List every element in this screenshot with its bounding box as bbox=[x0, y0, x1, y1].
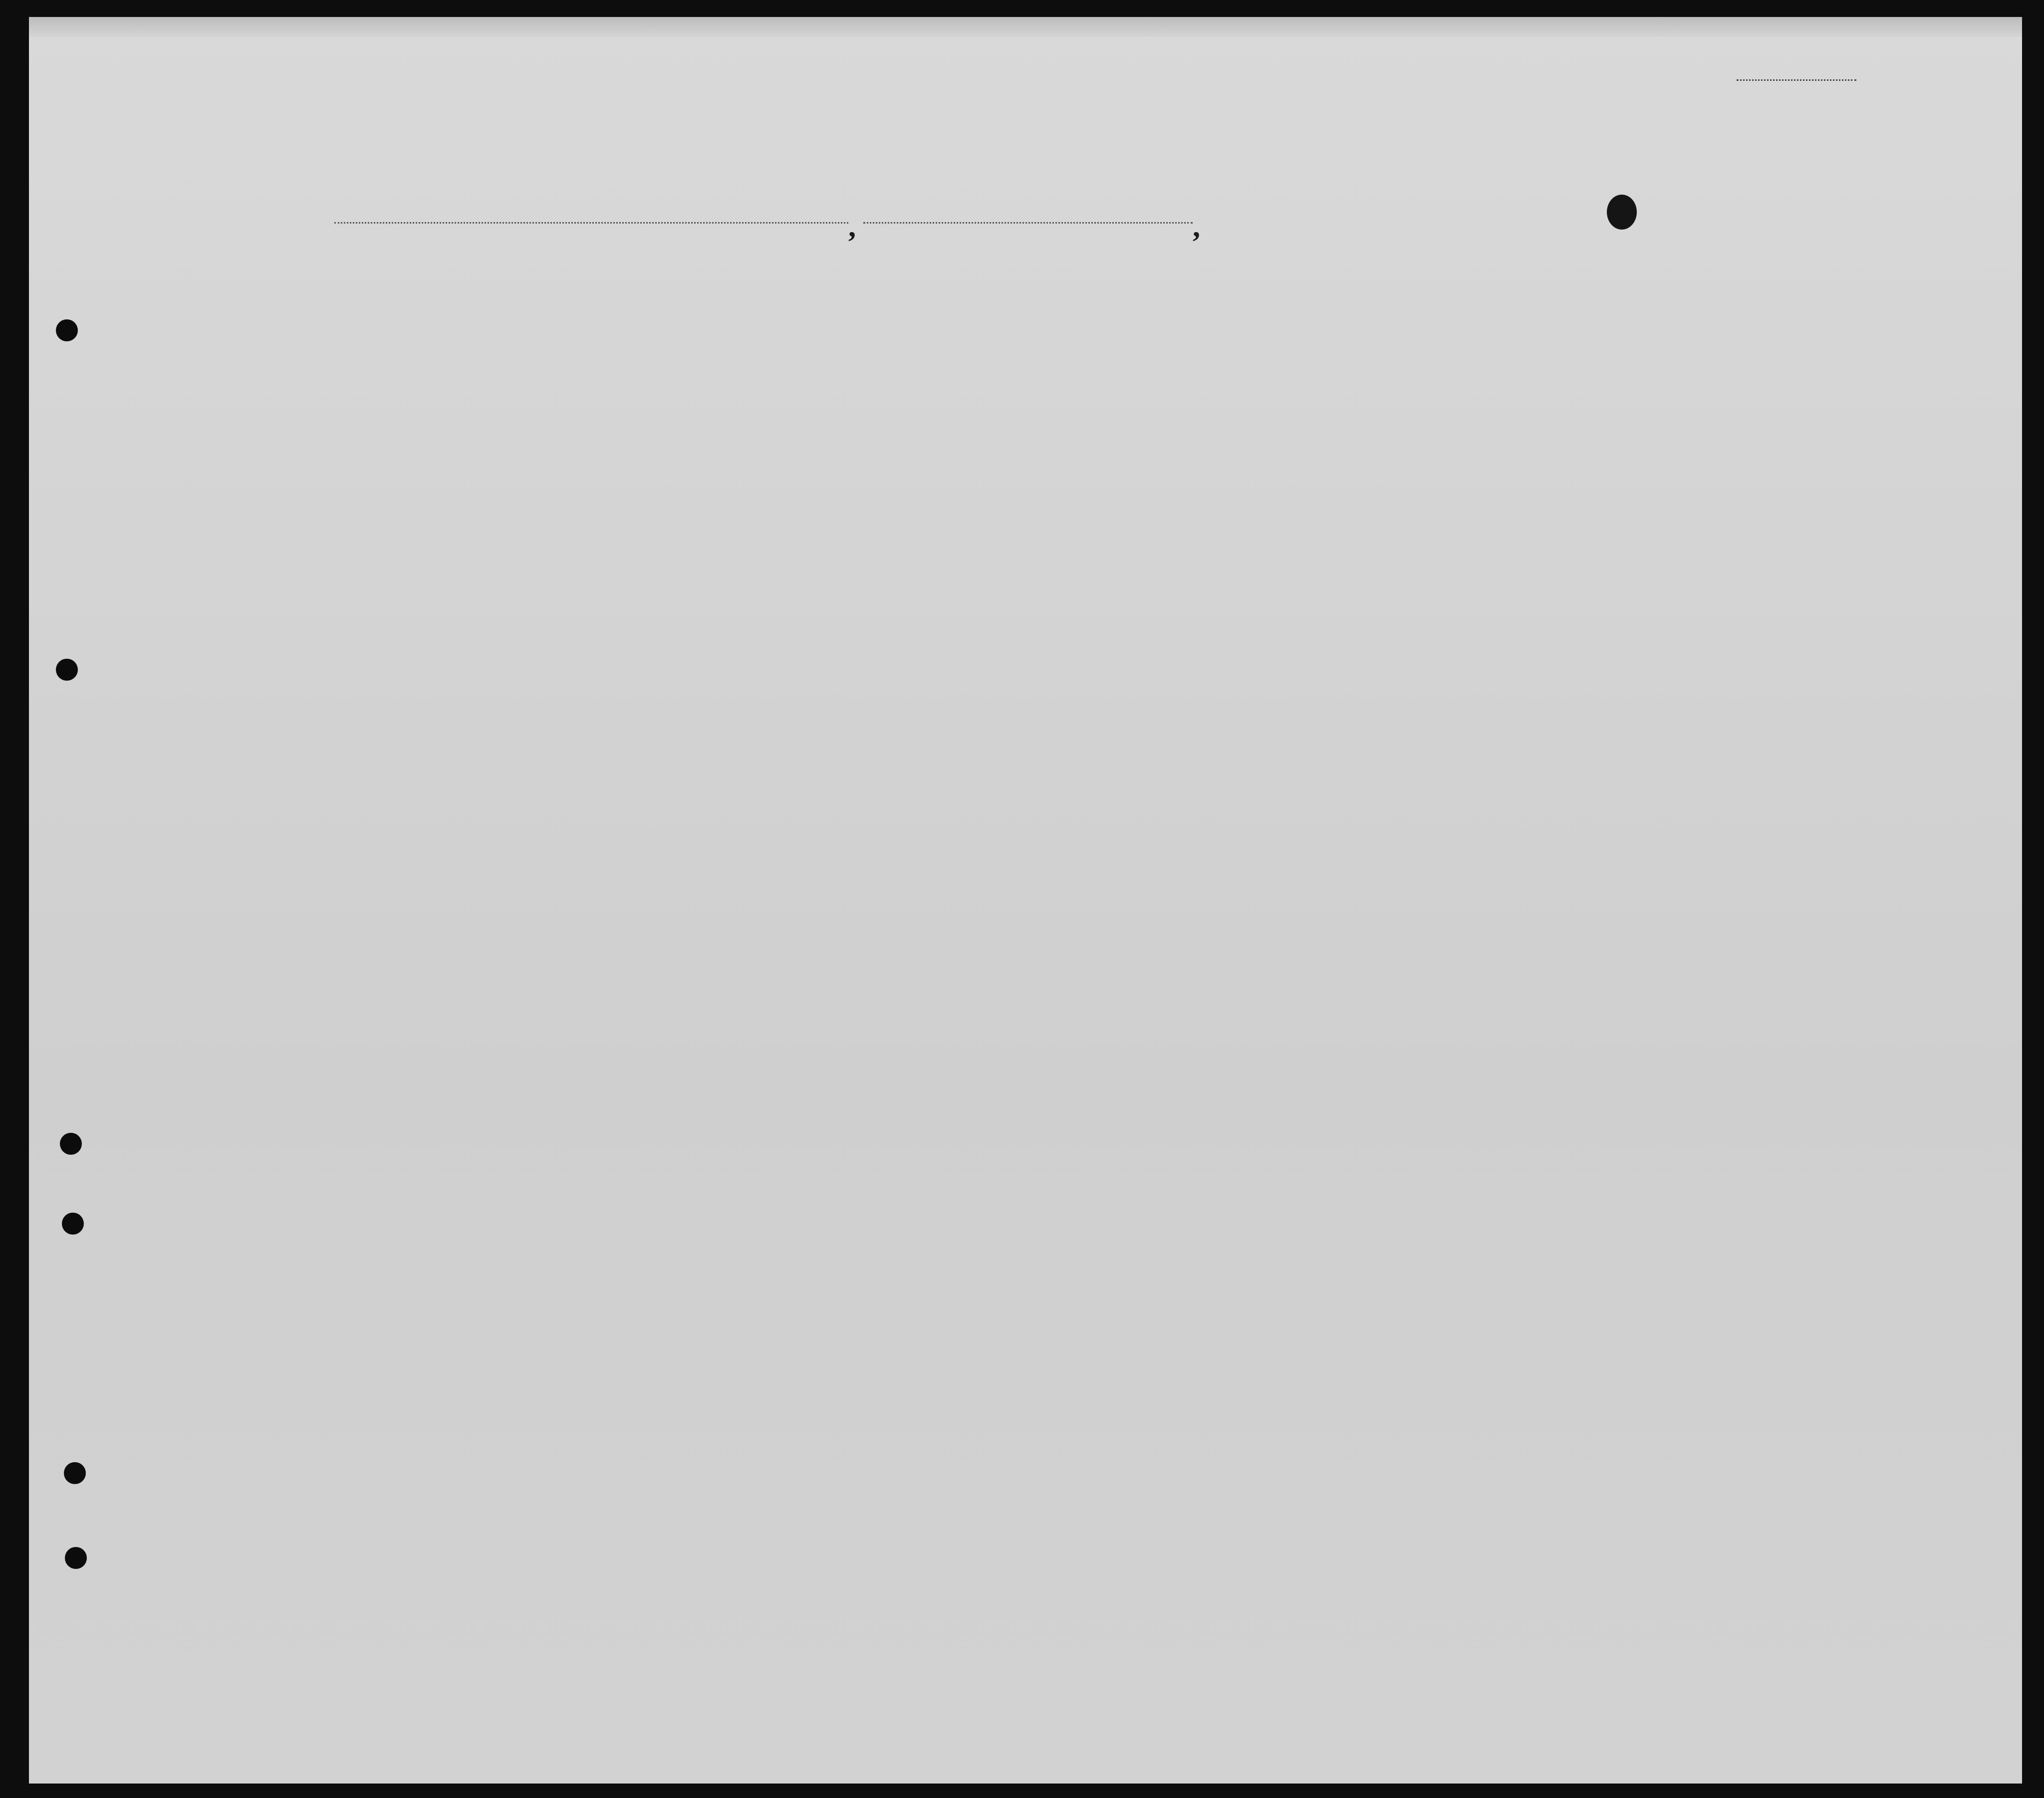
header-feet bbox=[1656, 379, 1676, 424]
arrival-date bbox=[863, 222, 1193, 224]
port-name bbox=[334, 222, 848, 224]
binder-hole bbox=[62, 1213, 84, 1235]
binder-hole bbox=[56, 319, 78, 341]
header-labor-offer bbox=[1442, 302, 1487, 429]
binder-hole bbox=[56, 659, 78, 681]
header-prison bbox=[1292, 304, 1322, 429]
binder-hole bbox=[65, 1547, 87, 1569]
header-length-stay bbox=[1218, 329, 1246, 429]
comma: , bbox=[848, 210, 856, 243]
header-ticket bbox=[578, 305, 608, 428]
header-intends-return bbox=[1173, 329, 1201, 429]
ink-blot bbox=[1607, 195, 1637, 230]
binder-hole bbox=[64, 1462, 86, 1484]
binder-hole bbox=[60, 1133, 82, 1155]
header-money bbox=[701, 307, 729, 429]
list-number bbox=[1737, 79, 1856, 81]
header-polygamist bbox=[1335, 305, 1355, 428]
header-arrested bbox=[1508, 302, 1528, 429]
comma: , bbox=[1193, 210, 1200, 243]
list-label bbox=[1732, 60, 1856, 86]
header-inches bbox=[1680, 379, 1700, 424]
header-excluded bbox=[1485, 302, 1505, 429]
header-citizen bbox=[1255, 329, 1283, 429]
header-overthrow bbox=[1383, 302, 1438, 429]
header-anarchist bbox=[1358, 305, 1378, 428]
manifest-sheet bbox=[29, 17, 2022, 1784]
